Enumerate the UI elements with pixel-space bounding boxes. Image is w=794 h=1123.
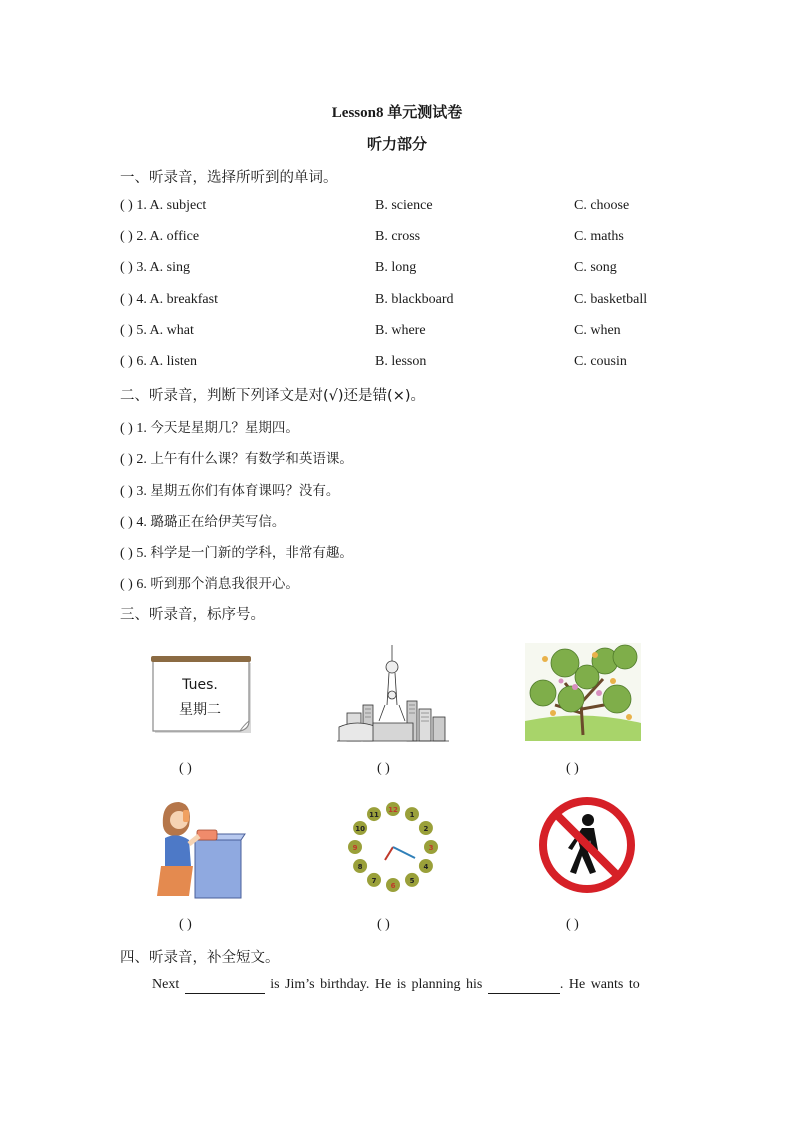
- svg-text:7: 7: [371, 876, 377, 885]
- passage-part3: . He wants to: [559, 977, 640, 992]
- s1-q2-c: C. maths: [574, 229, 624, 244]
- s1-q5-c: C. when: [574, 323, 621, 338]
- s2-q5: [120, 541, 353, 562]
- picture4-answer-paren: ( ): [179, 917, 192, 932]
- passage-part2: is Jim’s birthday. He is planning his: [270, 977, 483, 992]
- s1-q3-b: B. long: [375, 260, 417, 275]
- svg-text:2: 2: [423, 825, 429, 833]
- s1-q5-a: ( ) 5. A. what: [120, 323, 194, 338]
- s2-q6-num: ( ) 6.: [120, 577, 147, 592]
- s2-q3-num: ( ) 3.: [120, 484, 147, 499]
- page-title: Lesson8 单元测试卷: [331, 105, 463, 121]
- s1-q4-b: B. blackboard: [375, 292, 454, 307]
- s2-q4: [120, 510, 285, 531]
- clock-number-1: [405, 807, 419, 821]
- s1-q3-a: ( ) 3. A. sing: [120, 260, 190, 275]
- s1-q6-b: B. lesson: [375, 354, 427, 369]
- clock-picture: [345, 798, 440, 896]
- svg-text:6: 6: [390, 882, 396, 890]
- picture1-answer-paren: ( ): [179, 761, 192, 776]
- picture2-answer-paren: ( ): [377, 761, 390, 776]
- clock-number-7: [367, 873, 381, 887]
- calendar-day-cn: 星期二: [179, 702, 221, 718]
- s1-q4-a: ( ) 4. A. breakfast: [120, 292, 218, 307]
- s1-q2-a: ( ) 2. A. office: [120, 229, 200, 244]
- blank-2[interactable]: [488, 977, 560, 994]
- s1-q6-a: ( ) 6. A. listen: [120, 354, 197, 369]
- clock-number-5: [405, 873, 419, 887]
- svg-text:3: 3: [428, 844, 434, 852]
- clock-minute-hand: [393, 847, 415, 858]
- s1-q5-b: B. where: [375, 323, 426, 338]
- svg-text:12: 12: [388, 806, 398, 814]
- passage-part1: Next: [152, 977, 180, 992]
- girl-phone-picture: [155, 796, 247, 900]
- s2-q5-text: 科学是一门新的学科，非常有趣。: [150, 545, 353, 561]
- svg-text:1: 1: [409, 811, 415, 820]
- section1-heading: 一、听录音，选择所听到的单词。: [120, 170, 338, 186]
- s1-q4-c: C. basketball: [574, 292, 648, 307]
- s2-q1-num: ( ) 1.: [120, 421, 147, 436]
- trees-picture: [525, 643, 641, 741]
- calendar-picture: [150, 655, 254, 735]
- section3-heading: 三、听录音，标序号。: [120, 607, 265, 623]
- svg-text:4: 4: [423, 863, 429, 871]
- calendar-day-en: Tues.: [182, 677, 218, 693]
- section4-heading: 四、听录音，补全短文。: [120, 950, 280, 966]
- svg-text:9: 9: [352, 844, 358, 852]
- city-skyline-picture: [337, 643, 449, 743]
- clock-number-2: [419, 821, 433, 835]
- s2-q4-text: 璐璐正在给伊芙写信。: [150, 514, 286, 530]
- s2-q1: [120, 416, 299, 437]
- s2-q2-text: 上午有什么课？有数学和英语课。: [150, 451, 353, 467]
- s2-q3: [120, 479, 339, 500]
- svg-text:8: 8: [357, 863, 363, 871]
- picture3-answer-paren: ( ): [566, 761, 579, 776]
- s1-q3-c: C. song: [574, 260, 617, 275]
- s1-q1-c: C. choose: [574, 198, 630, 213]
- s2-q1-text: 今天是星期几？星期四。: [150, 420, 299, 436]
- s2-q5-num: ( ) 5.: [120, 546, 147, 561]
- s2-q2-num: ( ) 2.: [120, 452, 147, 467]
- clock-number-12: [386, 802, 400, 816]
- section2-heading: 二、听录音，判断下列译文是对(√)还是错(×)。: [120, 388, 426, 404]
- svg-text:11: 11: [369, 811, 379, 820]
- picture6-answer-paren: ( ): [566, 917, 579, 932]
- svg-text:5: 5: [409, 876, 415, 885]
- s2-q2: [120, 447, 353, 468]
- s1-q2-b: B. cross: [375, 229, 421, 244]
- blank-1[interactable]: [185, 977, 265, 994]
- clock-number-11: [367, 807, 381, 821]
- clock-number-8: [353, 859, 367, 873]
- passage-line1: [152, 977, 640, 994]
- clock-number-6: [386, 878, 400, 892]
- page-subtitle: 听力部分: [366, 135, 427, 153]
- picture5-answer-paren: ( ): [377, 917, 390, 932]
- clock-hour-hand: [385, 847, 393, 860]
- s2-q6: [120, 572, 299, 593]
- s1-q1-b: B. science: [375, 198, 433, 213]
- s1-q1-a: ( ) 1. A. subject: [120, 198, 207, 213]
- s2-q4-num: ( ) 4.: [120, 515, 147, 530]
- svg-text:10: 10: [355, 825, 365, 833]
- no-walking-sign-picture: [538, 796, 636, 894]
- s2-q6-text: 听到那个消息我很开心。: [150, 576, 299, 592]
- clock-number-9: [348, 840, 362, 854]
- clock-number-3: [424, 840, 438, 854]
- clock-number-4: [419, 859, 433, 873]
- s2-q3-text: 星期五你们有体育课吗？没有。: [150, 483, 340, 499]
- clock-number-10: [353, 821, 367, 835]
- s1-q6-c: C. cousin: [574, 354, 627, 369]
